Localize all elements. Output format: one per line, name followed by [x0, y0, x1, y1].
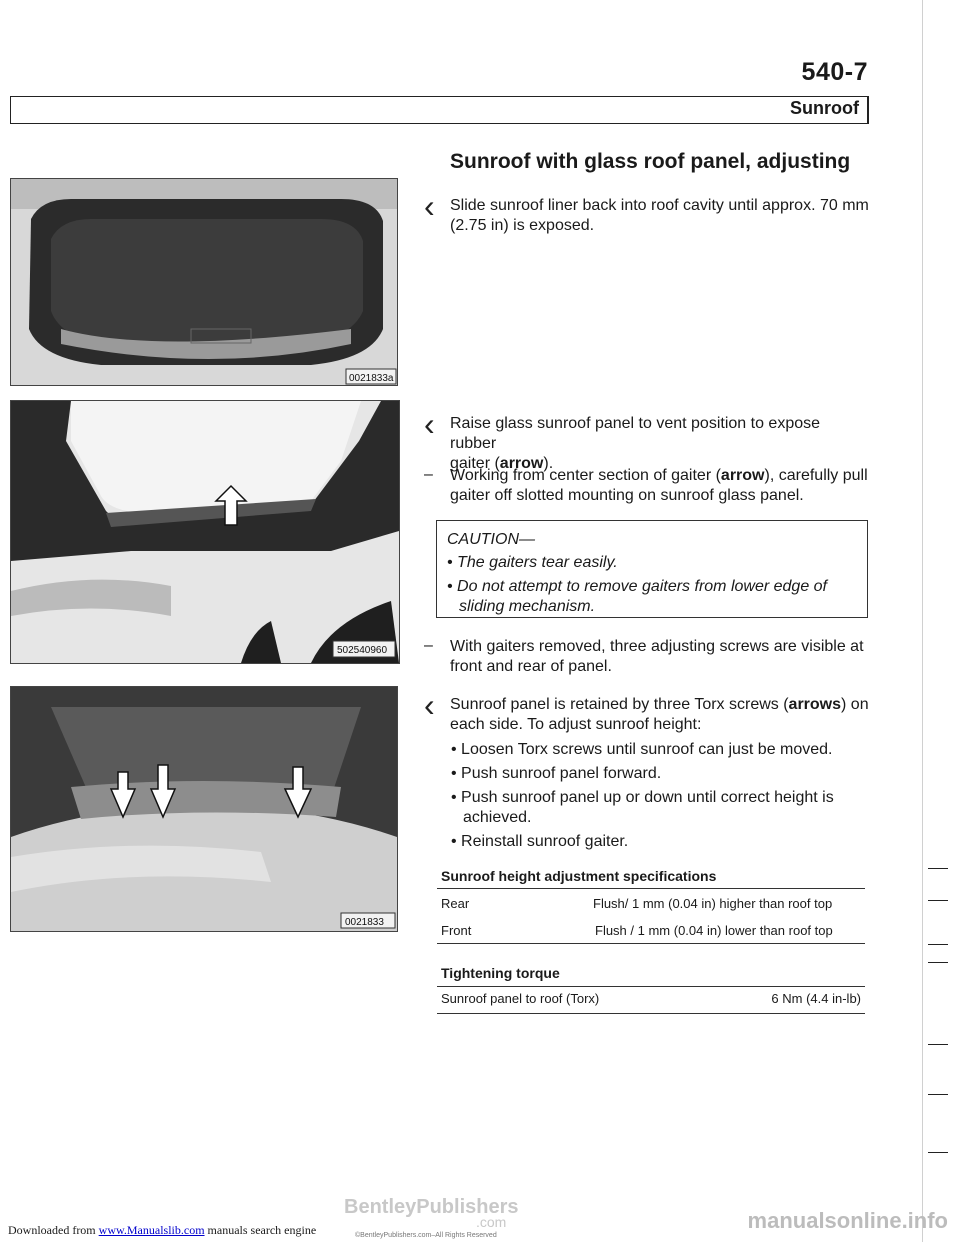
- step5-bullet: • Push sunroof panel up or down until correct height is: [451, 789, 834, 806]
- step5-bullet-cont: achieved.: [463, 809, 532, 826]
- figure-sunroof-liner: [10, 178, 398, 386]
- manualsonline-watermark: manualsonline.info: [747, 1208, 948, 1233]
- edge-tick: [928, 944, 948, 945]
- table-rule: [437, 888, 865, 889]
- manualslib-link[interactable]: www.Manualslib.com: [98, 1223, 205, 1237]
- step1-text: Slide sunroof liner back into roof cavity until approx. 70 mm (2.75 in) is exposed.: [450, 197, 869, 234]
- step-dash: –: [424, 637, 433, 654]
- bentley-watermark: BentleyPublishers: [344, 1196, 519, 1218]
- edge-tick: [928, 868, 948, 869]
- figure-code-3: 0021833: [345, 917, 384, 928]
- gaiter-photo: [11, 401, 399, 663]
- step-pointer-icon: ‹: [424, 406, 435, 442]
- caution-box: [436, 520, 868, 618]
- caution-item-cont: sliding mechanism.: [459, 598, 596, 615]
- caution-title: CAUTION—: [447, 531, 535, 548]
- page-number: 540-7: [801, 58, 868, 86]
- edge-scan-line: [922, 0, 923, 1242]
- edge-tick: [928, 962, 948, 963]
- table-rule: [437, 943, 865, 944]
- torque-table-title: Tightening torque: [441, 965, 560, 981]
- sunroof-liner-photo: [11, 179, 397, 385]
- table-row: Front Flush / 1 mm (0.04 in) lower than roof top: [441, 923, 833, 938]
- table-rule: [437, 1013, 865, 1014]
- step-pointer-icon: ‹: [424, 188, 435, 224]
- figure-gaiter: [10, 400, 400, 664]
- procedure-title: Sunroof with glass roof panel, adjusting: [450, 150, 851, 173]
- step-dash: –: [424, 466, 433, 483]
- torx-screws-photo: [11, 687, 397, 931]
- footer: Downloaded from www.Manualslib.com manuals search engine: [8, 1223, 317, 1237]
- header-bar: [10, 96, 869, 124]
- edge-tick: [928, 1094, 948, 1095]
- step2-text: Raise glass sunroof panel to vent position to expose rubber gaiter (arrow).: [450, 415, 821, 472]
- step-pointer-icon: ‹: [424, 687, 435, 723]
- bentley-watermark-com: .com: [476, 1214, 507, 1230]
- step5-text: Sunroof panel is retained by three Torx screws (arrows) on each side. To adjust sunroof height:: [450, 696, 869, 733]
- edge-tick: [928, 1152, 948, 1153]
- caution-item: • The gaiters tear easily.: [447, 554, 618, 571]
- section-title: Sunroof: [790, 98, 859, 118]
- caution-item: • Do not attempt to remove gaiters from lower edge of: [447, 578, 827, 595]
- figure-code-1: 0021833a: [349, 373, 394, 384]
- spec-table-title: Sunroof height adjustment specifications: [441, 868, 717, 884]
- edge-tick: [928, 1044, 948, 1045]
- table-rule: [437, 986, 865, 987]
- bentley-copyright: ©BentleyPublishers.com–All Rights Reserved: [355, 1232, 497, 1239]
- edge-tick: [928, 900, 948, 901]
- step5-bullet: • Reinstall sunroof gaiter.: [451, 833, 629, 850]
- table-row: Sunroof panel to roof (Torx) 6 Nm (4.4 in-lb): [441, 991, 861, 1006]
- step4-text: With gaiters removed, three adjusting screws are visible at front and rear of panel.: [450, 638, 864, 675]
- step5-bullet: • Push sunroof panel forward.: [451, 765, 662, 782]
- figure-torx-screws: [10, 686, 398, 932]
- step5-bullet: • Loosen Torx screws until sunroof can just be moved.: [451, 741, 833, 758]
- figure-code-2: 502540960: [337, 645, 388, 656]
- step3-text: Working from center section of gaiter (arrow), carefully pull gaiter off slotted mounting on sunroof glass panel.: [450, 467, 868, 504]
- table-row: Rear Flush/ 1 mm (0.04 in) higher than roof top: [441, 896, 833, 911]
